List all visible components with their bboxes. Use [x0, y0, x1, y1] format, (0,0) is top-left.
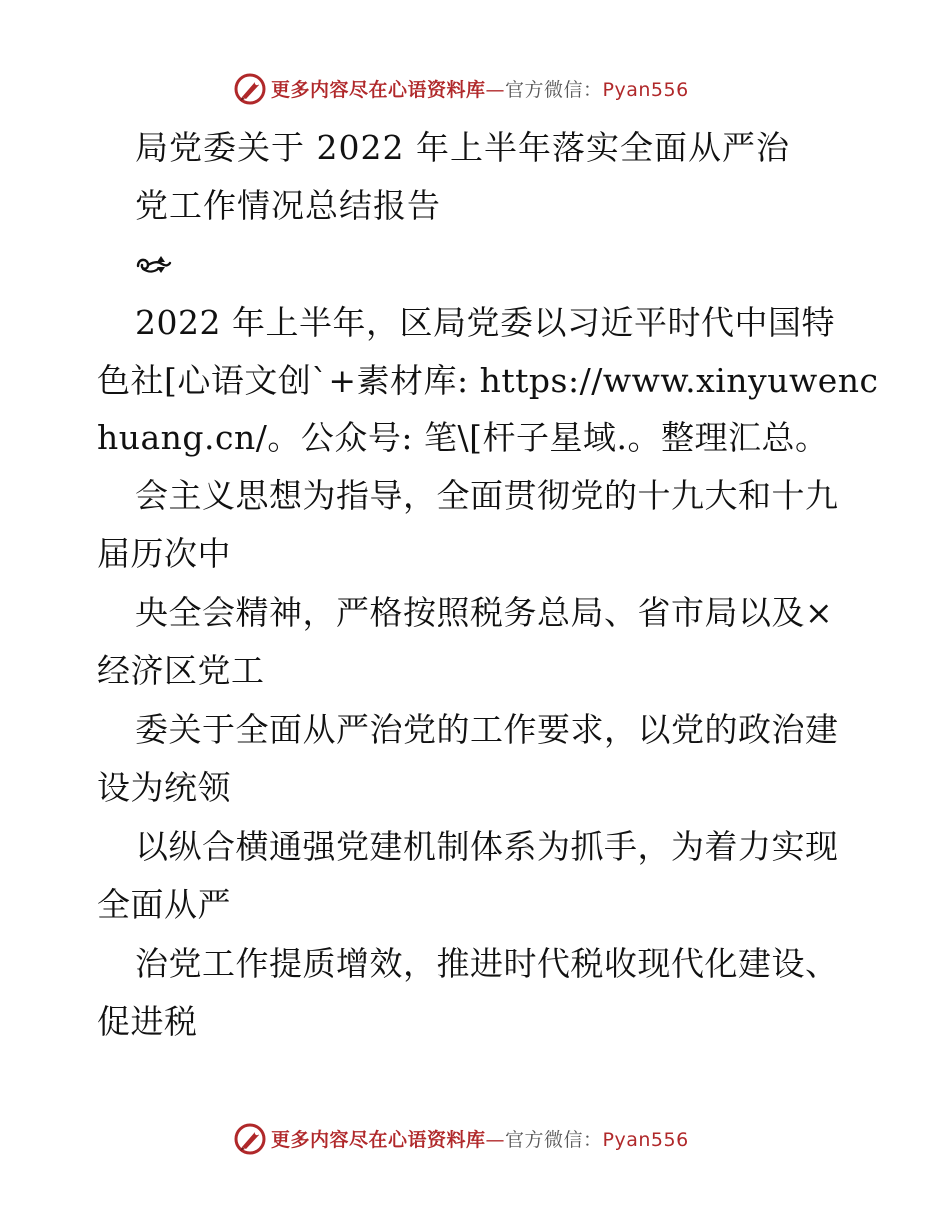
watermark-site-name: 更多内容尽在心语资料库 [271, 79, 486, 101]
watermark-separator: — [485, 1129, 506, 1151]
pen-logo-icon [233, 72, 267, 106]
header-watermark [0, 70, 950, 110]
watermark-text [271, 78, 689, 102]
paragraph-line: 以纵合横通强党建机制体系为抓手，为着力实现 [135, 827, 839, 866]
swirl-ornament-icon [135, 252, 173, 276]
watermark-account-label: 官方微信： [505, 79, 603, 101]
watermark-text [271, 1128, 689, 1152]
watermark-account-label: 官方微信： [505, 1129, 603, 1151]
paragraph-line: 全面从严 [97, 884, 231, 924]
paragraph-4 [97, 701, 857, 816]
paragraph-2 [97, 467, 857, 582]
paragraph-line: 2022 年上半年，区局党委以习近平时代中国特 [135, 303, 835, 342]
paragraph-line: huang.cn/。公众号: 笔\[杆子星域.。整理汇总。 [97, 418, 829, 457]
paragraph-line: 届历次中 [97, 533, 231, 573]
paragraph-6 [97, 935, 857, 1050]
watermark-account-id: Pyan556 [602, 1129, 689, 1151]
watermark-separator: — [485, 79, 506, 101]
document-title-line-1: 局党委关于 2022 年上半年落实全面从严治 [135, 128, 790, 167]
document-title-line-2: 党工作情况总结报告 [135, 186, 441, 225]
paragraph-line: 色社[心语文创`+素材库: https://www.xinyuwenc [97, 360, 879, 400]
footer-watermark [0, 1120, 950, 1160]
pen-logo-icon [233, 1122, 267, 1156]
watermark-account-id: Pyan556 [602, 79, 689, 101]
paragraph-line: 促进税 [97, 1001, 198, 1041]
paragraph-3 [97, 584, 857, 699]
paragraph-line: 委关于全面从严治党的工作要求，以党的政治建 [135, 710, 839, 749]
paragraph-5 [97, 818, 857, 933]
paragraph-line: 央全会精神，严格按照税务总局、省市局以及× [135, 593, 834, 632]
paragraph-line: 设为统领 [97, 767, 231, 807]
watermark-site-name: 更多内容尽在心语资料库 [271, 1129, 486, 1151]
paragraph-line: 经济区党工 [97, 650, 265, 690]
paragraph-1 [97, 294, 879, 467]
paragraph-line: 治党工作提质增效，推进时代税收现代化建设、 [135, 944, 839, 983]
paragraph-line: 会主义思想为指导，全面贯彻党的十九大和十九 [135, 476, 839, 515]
